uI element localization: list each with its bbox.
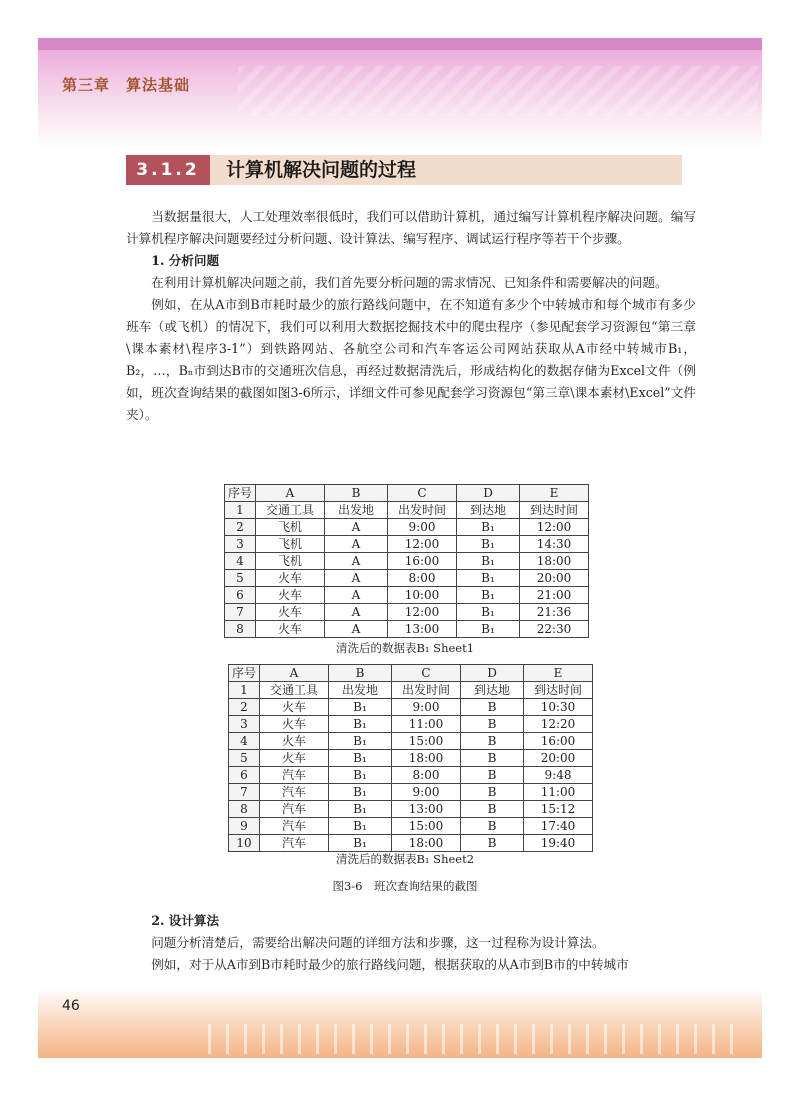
sheet1-cell: 12:00 [388,604,457,621]
sheet2-cell: 到达地 [461,682,524,699]
paragraph-design-example: 例如，对于从A市到B市耗时最少的旅行路线问题，根据获取的从A市到B市的中转城市 [151,957,629,972]
sheet2-cell: 6 [229,767,260,784]
sheet2-cell: 9:00 [392,699,461,716]
sheet1-cell: 2 [225,519,256,536]
sheet1-cell: 到达时间 [520,502,589,519]
sheet1-cell: A [325,519,388,536]
sheet2-cell: B [461,818,524,835]
sheet2-row [229,818,593,835]
sheet1-row [225,570,589,587]
sheet2-cell: 到达时间 [524,682,593,699]
sheet2-row [229,835,593,852]
sheet2-table [228,664,593,852]
sheet2-cell: B [461,716,524,733]
sheet1-cell: 出发时间 [388,502,457,519]
sheet2-row [229,699,593,716]
sheet2-column-header: B [329,665,392,682]
sheet1-cell: 21:36 [520,604,589,621]
sheet2-cell: B₁ [329,784,392,801]
sheet1-cell: A [325,570,388,587]
sheet2-cell: 9 [229,818,260,835]
sheet1-cell: B₁ [457,553,520,570]
sheet1-cell: B₁ [457,570,520,587]
body-text-bottom [126,910,696,976]
sheet2-cell: 交通工具 [260,682,329,699]
sheet1-cell: B₁ [457,621,520,638]
paragraph-design-1: 问题分析清楚后，需要给出解决问题的详细方法和步骤，这一过程称为设计算法。 [151,935,605,950]
sheet2-cell: 13:00 [392,801,461,818]
sheet2-cell: 19:40 [524,835,593,852]
sheet2-row [229,801,593,818]
sheet2-cell: 火车 [260,716,329,733]
sheet2-cell: 2 [229,699,260,716]
sheet2-cell: B₁ [329,818,392,835]
sheet2-cell: B₁ [329,835,392,852]
sheet2-cell: B₁ [329,716,392,733]
sheet1-row [225,519,589,536]
figure-caption: 图3-6 班次查询结果的截图 [332,879,478,893]
sheet1-cell: B₁ [457,604,520,621]
page-number: 46 [62,998,80,1014]
sheet1-cell: A [325,553,388,570]
sheet1-header-row [225,485,589,502]
sheet2-cell: 15:00 [392,818,461,835]
sheet2-column-header: C [392,665,461,682]
sheet1-column-header: D [457,485,520,502]
sheet2-column-header: E [524,665,593,682]
sheet1-caption: 清洗后的数据表B₁ Sheet1 [335,641,475,655]
sheet2-cell: 出发地 [329,682,392,699]
sheet1-column-header: E [520,485,589,502]
sheet2-cell: 10 [229,835,260,852]
header-decoration [238,66,758,116]
sheet2-cell: 火车 [260,733,329,750]
sheet1-row [225,621,589,638]
sheet2-cell: B₁ [329,733,392,750]
sheet2-table-wrap [228,664,593,852]
sheet2-cell: 17:40 [524,818,593,835]
sheet2-cell: B [461,750,524,767]
sheet2-row [229,682,593,699]
sheet2-cell: 9:00 [392,784,461,801]
sheet2-cell: 8 [229,801,260,818]
sheet1-cell: 9:00 [388,519,457,536]
sheet1-cell: A [325,621,388,638]
sheet2-cell: 11:00 [392,716,461,733]
sheet1-cell: 到达地 [457,502,520,519]
sheet2-caption: 清洗后的数据表B₁ Sheet2 [335,852,475,866]
paragraph-analyze-1: 在利用计算机解决问题之前，我们首先要分析问题的需求情况、已知条件和需要解决的问题。 [151,275,668,290]
sheet1-cell: 6 [225,587,256,604]
sheet2-row [229,716,593,733]
sheet1-table-wrap [224,484,589,638]
sheet1-row [225,536,589,553]
sheet2-cell: 1 [229,682,260,699]
sheet1-column-header: A [256,485,325,502]
sheet1-cell: B₁ [457,519,520,536]
section-heading [126,155,682,185]
sheet2-cell: B₁ [329,767,392,784]
sheet2-header-row [229,665,593,682]
sheet1-cell: 火车 [256,587,325,604]
sheet1-row [225,553,589,570]
sheet2-cell: 火车 [260,699,329,716]
section-number: 3.1.2 [126,155,210,185]
sheet1-cell: 13:00 [388,621,457,638]
sheet2-cell: B [461,784,524,801]
sheet1-cell: A [325,587,388,604]
sheet2-cell: 9:48 [524,767,593,784]
sheet2-cell: 汽车 [260,818,329,835]
sheet1-row [225,502,589,519]
sheet1-cell: B₁ [457,536,520,553]
chapter-label: 第三章 算法基础 [62,76,191,94]
sheet2-cell: 10:30 [524,699,593,716]
sheet2-cell: 11:00 [524,784,593,801]
sheet2-cell: 火车 [260,750,329,767]
sheet1-cell: 3 [225,536,256,553]
sheet1-cell: 飞机 [256,553,325,570]
sheet2-cell: 18:00 [392,750,461,767]
sheet1-cell: 1 [225,502,256,519]
sheet1-cell: 4 [225,553,256,570]
sheet2-column-header: 序号 [229,665,260,682]
sheet1-column-header: B [325,485,388,502]
footer-decoration [208,1024,748,1054]
sheet1-cell: 交通工具 [256,502,325,519]
sheet2-row [229,733,593,750]
sheet2-cell: 15:12 [524,801,593,818]
sheet2-cell: 18:00 [392,835,461,852]
sheet1-cell: A [325,604,388,621]
sheet1-cell: 出发地 [325,502,388,519]
sheet1-cell: B₁ [457,587,520,604]
body-text-top [126,206,696,426]
sheet2-cell: B [461,767,524,784]
sheet1-cell: 12:00 [520,519,589,536]
sheet2-cell: 汽车 [260,835,329,852]
sheet1-cell: 8 [225,621,256,638]
sheet2-cell: 7 [229,784,260,801]
sheet1-cell: 火车 [256,621,325,638]
sheet1-cell: 14:30 [520,536,589,553]
sheet1-row [225,587,589,604]
sheet1-row [225,604,589,621]
paragraph-analyze-example: 例如，在从A市到B市耗时最少的旅行路线问题中，在不知道有多少个中转城市和每个城市有多少班车（或飞机）的情况下，我们可以利用大数据挖掘技术中的爬虫程序（参见配套学习资源包“第三章\课本素材\程序3-1”）到铁路网站、各航空公司和汽车客运公司网站获取从A市经中转城市B₁，B₂，…，Bₙ市到达B市的交通班次信息，再经过数据清洗后，形成结构化的数据存储为Excel文件（例如，班次查询结果的截图如图3-6所示，详细文件可参见配套学习资源包“第三章\课本素材\Excel”文件夹）。 [126,297,696,422]
sheet2-cell: B₁ [329,699,392,716]
sheet2-column-header: A [260,665,329,682]
heading-design-algorithm: 2. 设计算法 [151,913,220,928]
sheet2-cell: 4 [229,733,260,750]
sheet1-cell: 12:00 [388,536,457,553]
sheet2-cell: 20:00 [524,750,593,767]
intro-paragraph: 当数据量很大，人工处理效率很低时，我们可以借助计算机，通过编写计算机程序解决问题。编写计算机程序解决问题要经过分析问题、设计算法、编写程序、调试运行程序等若干个步骤。 [126,209,696,246]
sheet1-cell: 18:00 [520,553,589,570]
sheet1-cell: 7 [225,604,256,621]
sheet2-cell: 出发时间 [392,682,461,699]
sheet1-cell: 5 [225,570,256,587]
sheet1-cell: 飞机 [256,519,325,536]
sheet1-cell: 火车 [256,570,325,587]
sheet2-cell: B [461,801,524,818]
sheet1-cell: 飞机 [256,536,325,553]
sheet2-cell: 汽车 [260,784,329,801]
sheet1-cell: 8:00 [388,570,457,587]
sheet2-cell: 12:20 [524,716,593,733]
sheet2-row [229,767,593,784]
section-title: 计算机解决问题的过程 [226,159,417,181]
sheet1-cell: 16:00 [388,553,457,570]
sheet2-row [229,750,593,767]
sheet1-table [224,484,589,638]
sheet1-cell: 火车 [256,604,325,621]
sheet1-column-header: 序号 [225,485,256,502]
sheet2-cell: 16:00 [524,733,593,750]
sheet1-cell: 10:00 [388,587,457,604]
footer-band [38,988,762,1058]
sheet1-cell: 21:00 [520,587,589,604]
sheet2-cell: B [461,733,524,750]
sheet2-cell: 8:00 [392,767,461,784]
sheet2-column-header: D [461,665,524,682]
sheet1-cell: 20:00 [520,570,589,587]
sheet1-column-header: C [388,485,457,502]
sheet2-cell: 15:00 [392,733,461,750]
sheet2-cell: B₁ [329,750,392,767]
sheet2-row [229,784,593,801]
sheet1-cell: 22:30 [520,621,589,638]
sheet2-cell: 汽车 [260,801,329,818]
sheet2-cell: B [461,699,524,716]
heading-analyze-problem: 1. 分析问题 [151,253,220,268]
sheet2-cell: 3 [229,716,260,733]
sheet2-cell: 汽车 [260,767,329,784]
sheet2-cell: 5 [229,750,260,767]
sheet1-cell: A [325,536,388,553]
sheet2-cell: B₁ [329,801,392,818]
sheet2-cell: B [461,835,524,852]
